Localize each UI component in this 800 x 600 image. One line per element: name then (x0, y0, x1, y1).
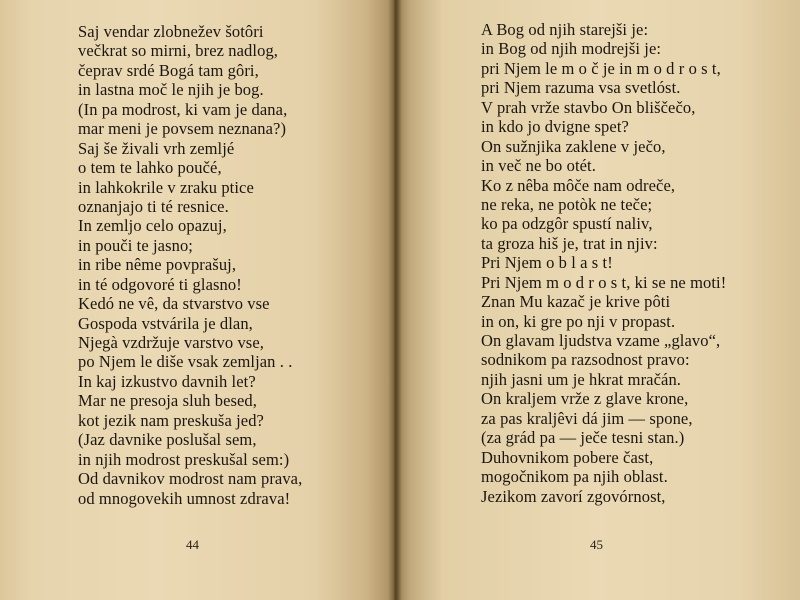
poem-line: Saj še živali vrh zemljé (78, 138, 235, 158)
poem-line: Od davnikov modrost nam prava, (78, 469, 303, 489)
poem-line: Jezikom zavorí zgovórnost, (481, 486, 666, 506)
poem-line: Gospoda vstvárila je dlan, (78, 313, 253, 333)
poem-line: On kraljem vrže z glave krone, (481, 389, 689, 409)
poem-line: ko pa odzgôr spustí naliv, (481, 214, 653, 234)
poem-line: Saj vendar zlobnežev šotôri (78, 22, 264, 41)
poem-line: in lastna moč le njih je bog. (78, 80, 264, 100)
poem-line: In zemljo celo opazuj, (78, 216, 227, 236)
poem-line: (In pa modrost, ki vam je dana, (78, 99, 288, 119)
poem-line: Njegà vzdržuje varstvo vse, (78, 333, 264, 352)
poem-line: večkrat so mirni, brez nadlog, (78, 41, 279, 61)
poem-line: od mnogovekih umnost zdrava! (78, 488, 291, 508)
poem-line: oznanjajo ti té resnice. (78, 196, 229, 216)
poem-line: kot jezik nam preskuša jed? (78, 410, 264, 430)
poem-line: pri Njem razuma vsa svetlóst. (481, 78, 681, 98)
page-number-right: 45 (590, 537, 603, 552)
poem-lines-right (481, 20, 726, 506)
right-page (394, 0, 800, 600)
poem-line: za pas kraljêvi dá jim — spone, (481, 408, 693, 428)
poem-line: Pri Njem o b l a s t! (481, 253, 613, 273)
poem-line: čeprav srdé Bogá tam gôri, (78, 60, 259, 80)
poem-line: ta groza hiš je, trat in njiv: (481, 233, 658, 253)
poem-line: o tem te lahko poučé, (78, 158, 222, 178)
poem-line: in on, ki gre po nji v propast. (481, 311, 676, 331)
poem-line: in pouči te jasno; (78, 235, 193, 255)
poem-lines-left (78, 22, 302, 508)
poem-line: On glavam ljudstva vzame „glavo“, (481, 331, 721, 350)
poem-line: A Bog od njih starejši je: (481, 20, 649, 39)
poem-line: in ribe nême povprašuj, (78, 255, 237, 275)
poem-line: Znan Mu kazač je krive pôti (481, 292, 671, 312)
poem-line: in té odgovoré ti glasno! (78, 274, 242, 294)
poem-line: in več ne bo otét. (481, 156, 596, 176)
poem-line: njih jasni um je hkrat mračán. (481, 369, 682, 389)
poem-line: Ko z nêba môče nam odreče, (481, 175, 676, 195)
poem-line: Duhovnikom pobere čast, (481, 447, 654, 467)
poem-line: mar meni je povsem neznana?) (78, 119, 287, 139)
poem-line: in lahkokrile v zraku ptice (78, 177, 254, 197)
poem-line: Kedó ne vê, da stvarstvo vse (78, 294, 270, 314)
poem-line: pri Njem le m o č je in m o d r o s t, (481, 58, 721, 78)
poem-line: po Njem le diše vsak zemljan . . (78, 352, 293, 372)
poem-line: in Bog od njih modrejši je: (481, 39, 662, 59)
poem-line: V prah vrže stavbo On bliščečo, (481, 97, 696, 117)
left-page (0, 0, 394, 600)
page-number-left: 44 (186, 537, 199, 552)
poem-line: (Jaz davnike poslušal sem, (78, 430, 257, 450)
poem-line: sodnikom pa razsodnost pravo: (481, 350, 690, 370)
poem-line: Mar ne presoja sluh besed, (78, 391, 258, 411)
poem-line: Pri Njem m o d r o s t, ki se ne moti! (481, 272, 727, 292)
poem-line: In kaj izkustvo davnih let? (78, 371, 256, 391)
poem-line: ne reka, ne potòk ne teče; (481, 194, 653, 214)
poem-line: mogočnikom pa njih oblast. (481, 467, 668, 487)
poem-line: (za grád pa — ječe tesni stan.) (481, 428, 685, 448)
poem-line: On sužnjika zaklene v ječo, (481, 136, 666, 156)
poem-line: in njih modrost preskušal sem:) (78, 449, 290, 469)
book-gutter-shadow (388, 0, 402, 600)
poem-line: in kdo jo dvigne spet? (481, 117, 629, 137)
